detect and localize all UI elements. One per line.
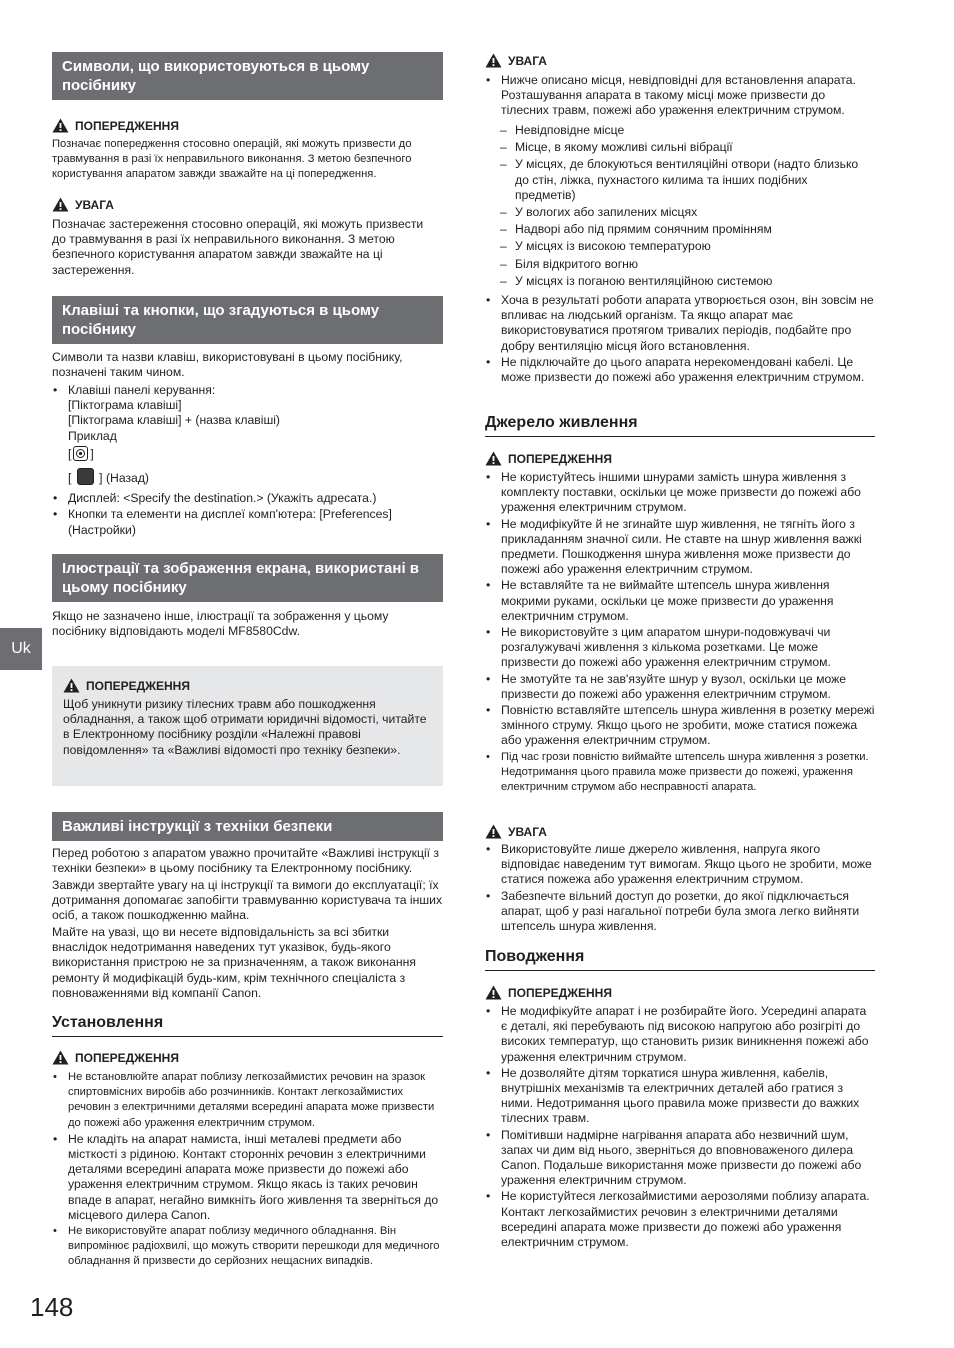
list-item: – У місцях із поганою вентиляційною системою	[485, 274, 865, 289]
power-caution-list	[485, 842, 875, 935]
list-item: • Використовуйте лише джерело живлення, напруга якого відповідає наведеним тут вимогам. Якщо цього не зробити, може статися пожежа або ураження електричним струмом.	[485, 842, 875, 888]
list-item: – У місцях, де блокуються вентиляційні отвори (надто близько до стін, ліжка, пухнастого килима та інших подібних предметів)	[485, 157, 865, 203]
list-item: • Не використовуйте з цим апаратом шнури-подовжувачі чи розгалужувачі живлення з кількома розетками. Це може призвести до пожежі або ураження електричним струмом.	[485, 625, 875, 671]
list-item: • Не встановлюйте апарат поблизу легкозаймистих речовин на зразок спиртовмісних виробів або розчинників. Контакт легкозаймистих речовин з електричними деталями всередині апарата може призвести до пожежі або ураження електричним струмом.	[52, 1070, 443, 1131]
list-item: • Не дозволяйте дітям торкатися шнура живлення, кабелів, внутрішніх механізмів та електричних деталей або гратися з ними. Недотримання цього правила може призвести до важких тілесних травм.	[485, 1066, 875, 1127]
list-item: • Забезпечте вільний доступ до розетки, до якої підключається апарат, щоб у разі нагальної потреби була змога легко вийняти штепсель шнура живлення.	[485, 889, 875, 935]
warning-triangle-icon	[52, 118, 69, 133]
warning-triangle-icon	[485, 985, 502, 1000]
back-key-icon	[77, 468, 94, 485]
caution-label: УВАГА	[508, 53, 547, 68]
list-item: • Не модифікуйте апарат і не розбирайте його. Усередині апарата є деталі, які перебувають під високою напругою або розігріті до високих температур, що становить ризик виникнення пожежі або ураження електричним струмом.	[485, 1004, 875, 1065]
warning-label: ПОПЕРЕДЖЕННЯ	[508, 451, 612, 466]
caution-triangle-icon	[485, 53, 502, 68]
warning-triangle-icon	[52, 1050, 69, 1065]
section-title-safety: Важливі інструкції з техніки безпеки	[52, 812, 443, 841]
power-warning-list	[485, 470, 875, 796]
caution-heading	[485, 53, 547, 68]
warning-triangle-icon	[63, 678, 80, 693]
list-item: • Повністю вставляйте штепсель шнура живлення в розетку мережі змінного струму. Якщо цього не зробити, може статися пожежа або ураження електричним струмом.	[485, 703, 875, 749]
section-title-power-supply: Джерело живлення	[485, 413, 875, 437]
page-number: 148	[30, 1292, 74, 1322]
warning-label: ПОПЕРЕДЖЕННЯ	[75, 1050, 179, 1065]
power-warning-heading	[485, 451, 612, 466]
warning-triangle-icon	[485, 451, 502, 466]
safety-paragraph-3: Майте на увазі, що ви несете відповідальність за всі збитки внаслідок недотримання наведених тут указівок, будь-якого використання пристрою не за призначенням, а також виконання ремонту й модифікацій будь-ким, крім технічного спеціаліста з повноваженнями від компанії Canon.	[52, 925, 416, 1000]
list-item: • Нижче описано місця, невідповідні для встановлення апарата. Розташування апарата в такому місці може призвести до тілесних травм, пожежі або ураження електричним струмом.	[485, 73, 875, 119]
caution-triangle-icon	[52, 197, 69, 212]
list-item: • Не вставляйте та не виймайте штепсель шнура живлення мокрими руками, оскільки це може призвести до ураження електричним струмом.	[485, 578, 875, 624]
list-item: • Кнопки та елементи на дисплеї комп'ютера: [Preferences] (Настройки)	[52, 507, 443, 537]
caution-list-2	[485, 293, 875, 386]
warning-description: Позначає попередження стосовно операцій, які можуть призвести до травмування в разі їх неправильного виконання. З метою безпечного користування апаратом завжди зважайте на ці попередження.	[52, 138, 412, 181]
list-item: • Хоча в результаті роботи апарата утворюється озон, він зовсім не впливає на людський організм. Та якщо апарат має використовуватися протягом тривалих періодів, подбайте про добру вентиляцію місця його встановлення.	[485, 293, 875, 354]
list-item: – У вологих або запилених місцях	[485, 205, 865, 220]
illustrations-text: Якщо не зазначено інше, ілюстрації та зображення у цьому посібнику відповідають моделі MF8580Cdw.	[52, 609, 389, 639]
section-title-installation: Установлення	[52, 1013, 443, 1037]
language-tab	[0, 628, 42, 670]
keys-intro: Символи та назви клавіш, використовувані в цьому посібнику, позначені таким чином.	[52, 350, 403, 380]
list-item: – Надворі або під прямим сонячним промінням	[485, 222, 865, 237]
box-warning-text: Щоб уникнути ризику тілесних травм або пошкодження обладнання, а також щоб отримати юридичні відомості, читайте в Електронному посібнику розділи «Належні правові повідомлення» та «Важливі відомості про техніку безпеки».	[63, 697, 427, 757]
warning-heading	[52, 118, 179, 133]
section-title-symbols: Символи, що використовуються в цьому посібнику	[52, 52, 443, 100]
caution-label: УВАГА	[508, 824, 547, 839]
list-item: – Невідповідне місце	[485, 123, 865, 138]
list-item: – У місцях із високою температурою	[485, 239, 865, 254]
installation-warning-heading	[52, 1050, 179, 1065]
keys-list	[52, 383, 443, 539]
box-warning-heading	[63, 678, 190, 693]
list-item: • Не змотуйте та не зав'язуйте шнур у вузол, оскільки це може призвести до пожежі або ураження електричним струмом.	[485, 672, 875, 702]
list-item: • Клавіші панелі керування: [Піктограма клавіші] [Піктограма клавіші] + (назва клавіші) Приклад [ ] [ ] (Назад)	[52, 383, 443, 486]
list-item: – Місце, в якому можливі сильні вібрації	[485, 140, 865, 155]
warning-label: ПОПЕРЕДЖЕННЯ	[75, 118, 179, 133]
caution-list	[485, 73, 875, 120]
list-item: • Не підключайте до цього апарата нерекомендовані кабелі. Це може призвести до пожежі або ураження електричним струмом.	[485, 355, 875, 385]
section-title-illustrations: Ілюстрації та зображення екрана, використані в цьому посібнику	[52, 554, 443, 602]
caution-heading	[52, 197, 114, 212]
list-item: • Не модифікуйте й не згинайте шур живлення, не тягніть його з прикладанням значної сили. Не ставте на шнур живлення важкі предмети. Пошкодження шнура живлення може призвести до пожежі або ураження електричним струмом.	[485, 517, 875, 578]
installation-list	[52, 1070, 443, 1271]
menu-key-icon	[73, 446, 88, 461]
list-item: • Під час грози повністю виймайте штепсель шнура живлення з розетки. Недотримання цього правила може призвести до пожежі, ураження електричним струмом або несправності апарата.	[485, 750, 875, 796]
section-title-handling: Поводження	[485, 947, 875, 971]
warning-label: ПОПЕРЕДЖЕННЯ	[508, 985, 612, 1000]
list-item: • Помітивши надмірне нагрівання апарата або незвичний шум, запах чи дим від нього, зверніться до вповноваженого дилера Canon. Подальше використання може призвести до пожежі або ураження електричним струмом.	[485, 1128, 875, 1189]
caution-label: УВАГА	[75, 197, 114, 212]
safety-paragraph-1: Перед роботою з апаратом уважно прочитайте «Важливі інструкції з техніки безпеки» в цьому посібнику та Електронному посібнику.	[52, 846, 440, 876]
safety-paragraph-2: Завжди звертайте увагу на ці інструкції та вимоги до експлуатації; їх дотримання допомагає запобігти травмуванню користувача та інших осіб, а також пошкодженню майна.	[52, 878, 443, 923]
handling-warning-heading	[485, 985, 612, 1000]
caution-triangle-icon	[485, 824, 502, 839]
section-title-keys: Клавіші та кнопки, що згадуються в цьому посібнику	[52, 296, 443, 344]
caution-description: Позначає застереження стосовно операцій, які можуть призвести до травмування в разі їх неправильного виконання. З метою безпечного користування апаратом завжди зважайте на ці застереження.	[52, 217, 424, 277]
list-item: • Не кладіть на апарат намиста, інші металеві предмети або місткості з рідиною. Контакт сторонніх речовин з електричними деталями всередині апарата може призвести до пожежі або ураження електричним струмом. Якщо якась із таких речовин впаде в апарат, негайно вимкніть його живлення та зверніться до місцевого дилера Canon.	[52, 1132, 443, 1223]
power-caution-heading	[485, 824, 547, 839]
warning-label: ПОПЕРЕДЖЕННЯ	[86, 678, 190, 693]
list-item: • Дисплей: <Specify the destination.> (Укажіть адресата.)	[52, 491, 443, 506]
list-item: • Не користуйтеся легкозаймистими аерозолями поблизу апарата. Контакт легкозаймистих речовин з електричними деталями всередині апарата може призвести до пожежі або ураження електричним струмом.	[485, 1189, 875, 1250]
warning-box	[52, 666, 443, 786]
list-item: • Не використовуйте апарат поблизу медичного обладнання. Він випромінює радіохвилі, що можуть створити перешкоди для медичного обладнання й призвести до серйозних нещасних випадків.	[52, 1224, 443, 1270]
list-item: • Не користуйтесь іншими шнурами замість шнура живлення з комплекту поставки, оскільки це може призвести до пожежі або ураження електричним струмом.	[485, 470, 875, 516]
unsuitable-places-list	[485, 123, 865, 291]
list-item: – Біля відкритого вогню	[485, 257, 865, 272]
handling-warning-list	[485, 1004, 875, 1251]
language-tab-label: Uk	[11, 640, 31, 657]
